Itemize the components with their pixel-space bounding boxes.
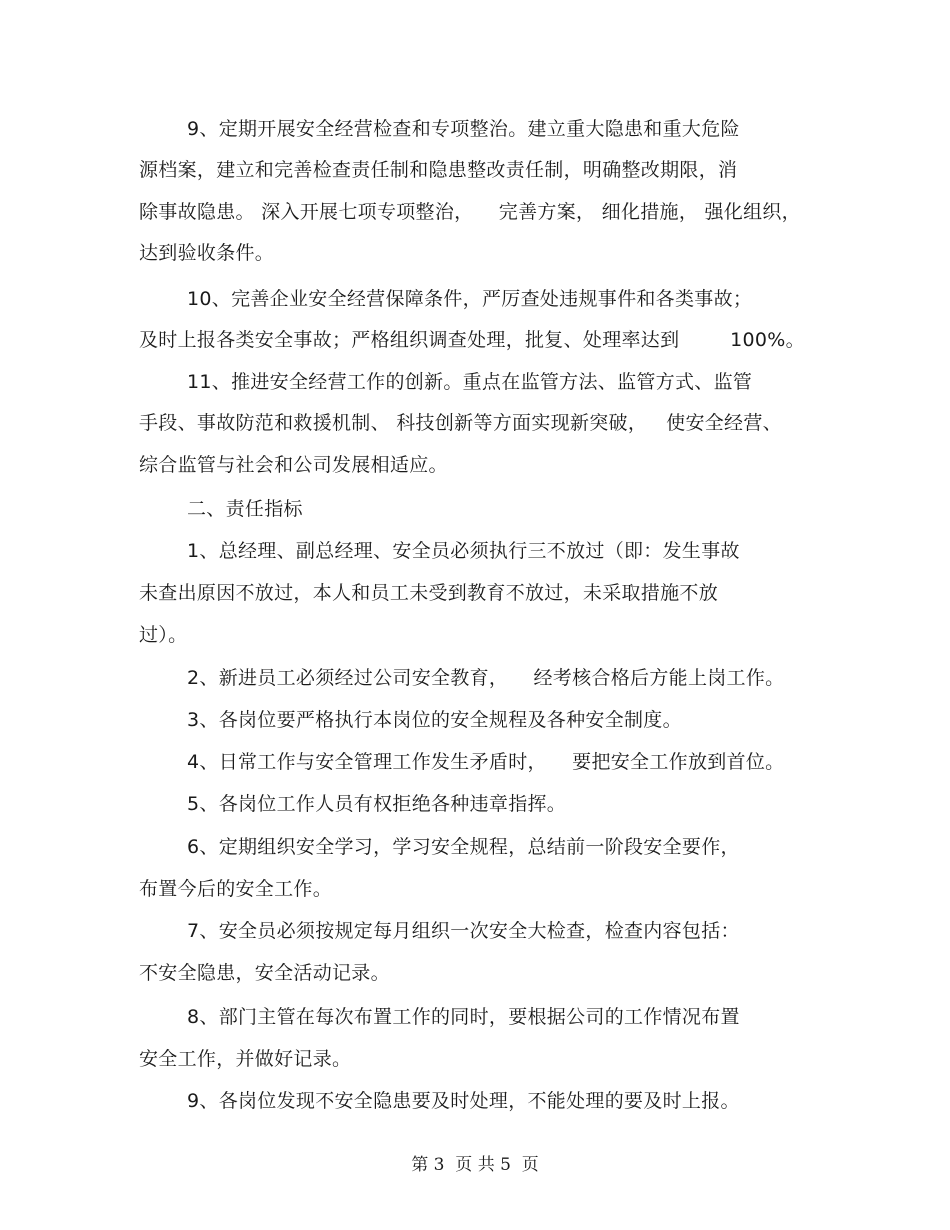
paragraph-line: 过）。 xyxy=(139,624,188,646)
paragraph-line: 7、安全员必须按规定每月组织一次安全大检查，检查内容包括： xyxy=(187,920,740,942)
paragraph-line: 11、推进安全经营工作的创新。重点在监管方法、监管方式、监管 xyxy=(187,371,753,393)
paragraph-line: 布置今后的安全工作。 xyxy=(139,878,333,900)
paragraph-line: 未查出原因不放过，本人和员工未受到教育不放过，未采取措施不放 xyxy=(139,582,719,604)
paragraph-line: 及时上报各类安全事故；严格组织调查处理，批复、处理率达到 100%。 xyxy=(139,329,805,351)
paragraph-line: 不安全隐患，安全活动记录。 xyxy=(139,962,390,984)
section-heading: 二、责任指标 xyxy=(187,498,303,520)
paragraph-line: 9、定期开展安全经营检查和专项整治。建立重大隐患和重大危险 xyxy=(187,118,740,140)
paragraph-line: 3、各岗位要严格执行本岗位的安全规程及各种安全制度。 xyxy=(187,709,682,731)
paragraph-line: 10、完善企业安全经营保障条件，严厉查处违规事件和各类事故； xyxy=(187,288,753,310)
paragraph-line: 5、各岗位工作人员有权拒绝各种违章指挥。 xyxy=(187,793,567,815)
paragraph-line: 手段、事故防范和救援机制、 科技创新等方面实现新突破， 使安全经营、 xyxy=(139,412,782,434)
paragraph-line: 8、部门主管在每次布置工作的同时，要根据公司的工作情况布置 xyxy=(187,1006,740,1028)
paragraph-line: 4、日常工作与安全管理工作发生矛盾时， 要把安全工作放到首位。 xyxy=(187,751,785,773)
paragraph-line: 1、总经理、副总经理、安全员必须执行三不放过（即：发生事故 xyxy=(187,540,740,562)
paragraph-line: 达到验收条件。 xyxy=(139,242,275,264)
paragraph-line: 除事故隐患。 深入开展七项专项整治， 完善方案， 细化措施， 强化组织， xyxy=(139,201,801,223)
page-number-footer: 第 3 页 共 5 页 xyxy=(411,1155,539,1175)
paragraph-line: 安全工作，并做好记录。 xyxy=(139,1048,352,1070)
paragraph-line: 2、新进员工必须经过公司安全教育， 经考核合格后方能上岗工作。 xyxy=(187,667,785,689)
paragraph-line: 9、各岗位发现不安全隐患要及时处理，不能处理的要及时上报。 xyxy=(187,1090,740,1112)
paragraph-line: 6、定期组织安全学习，学习安全规程，总结前一阶段安全要作， xyxy=(187,836,740,858)
paragraph-line: 综合监管与社会和公司发展相适应。 xyxy=(139,454,448,476)
paragraph-line: 源档案，建立和完善检查责任制和隐患整改责任制，明确整改期限，消 xyxy=(139,159,738,181)
